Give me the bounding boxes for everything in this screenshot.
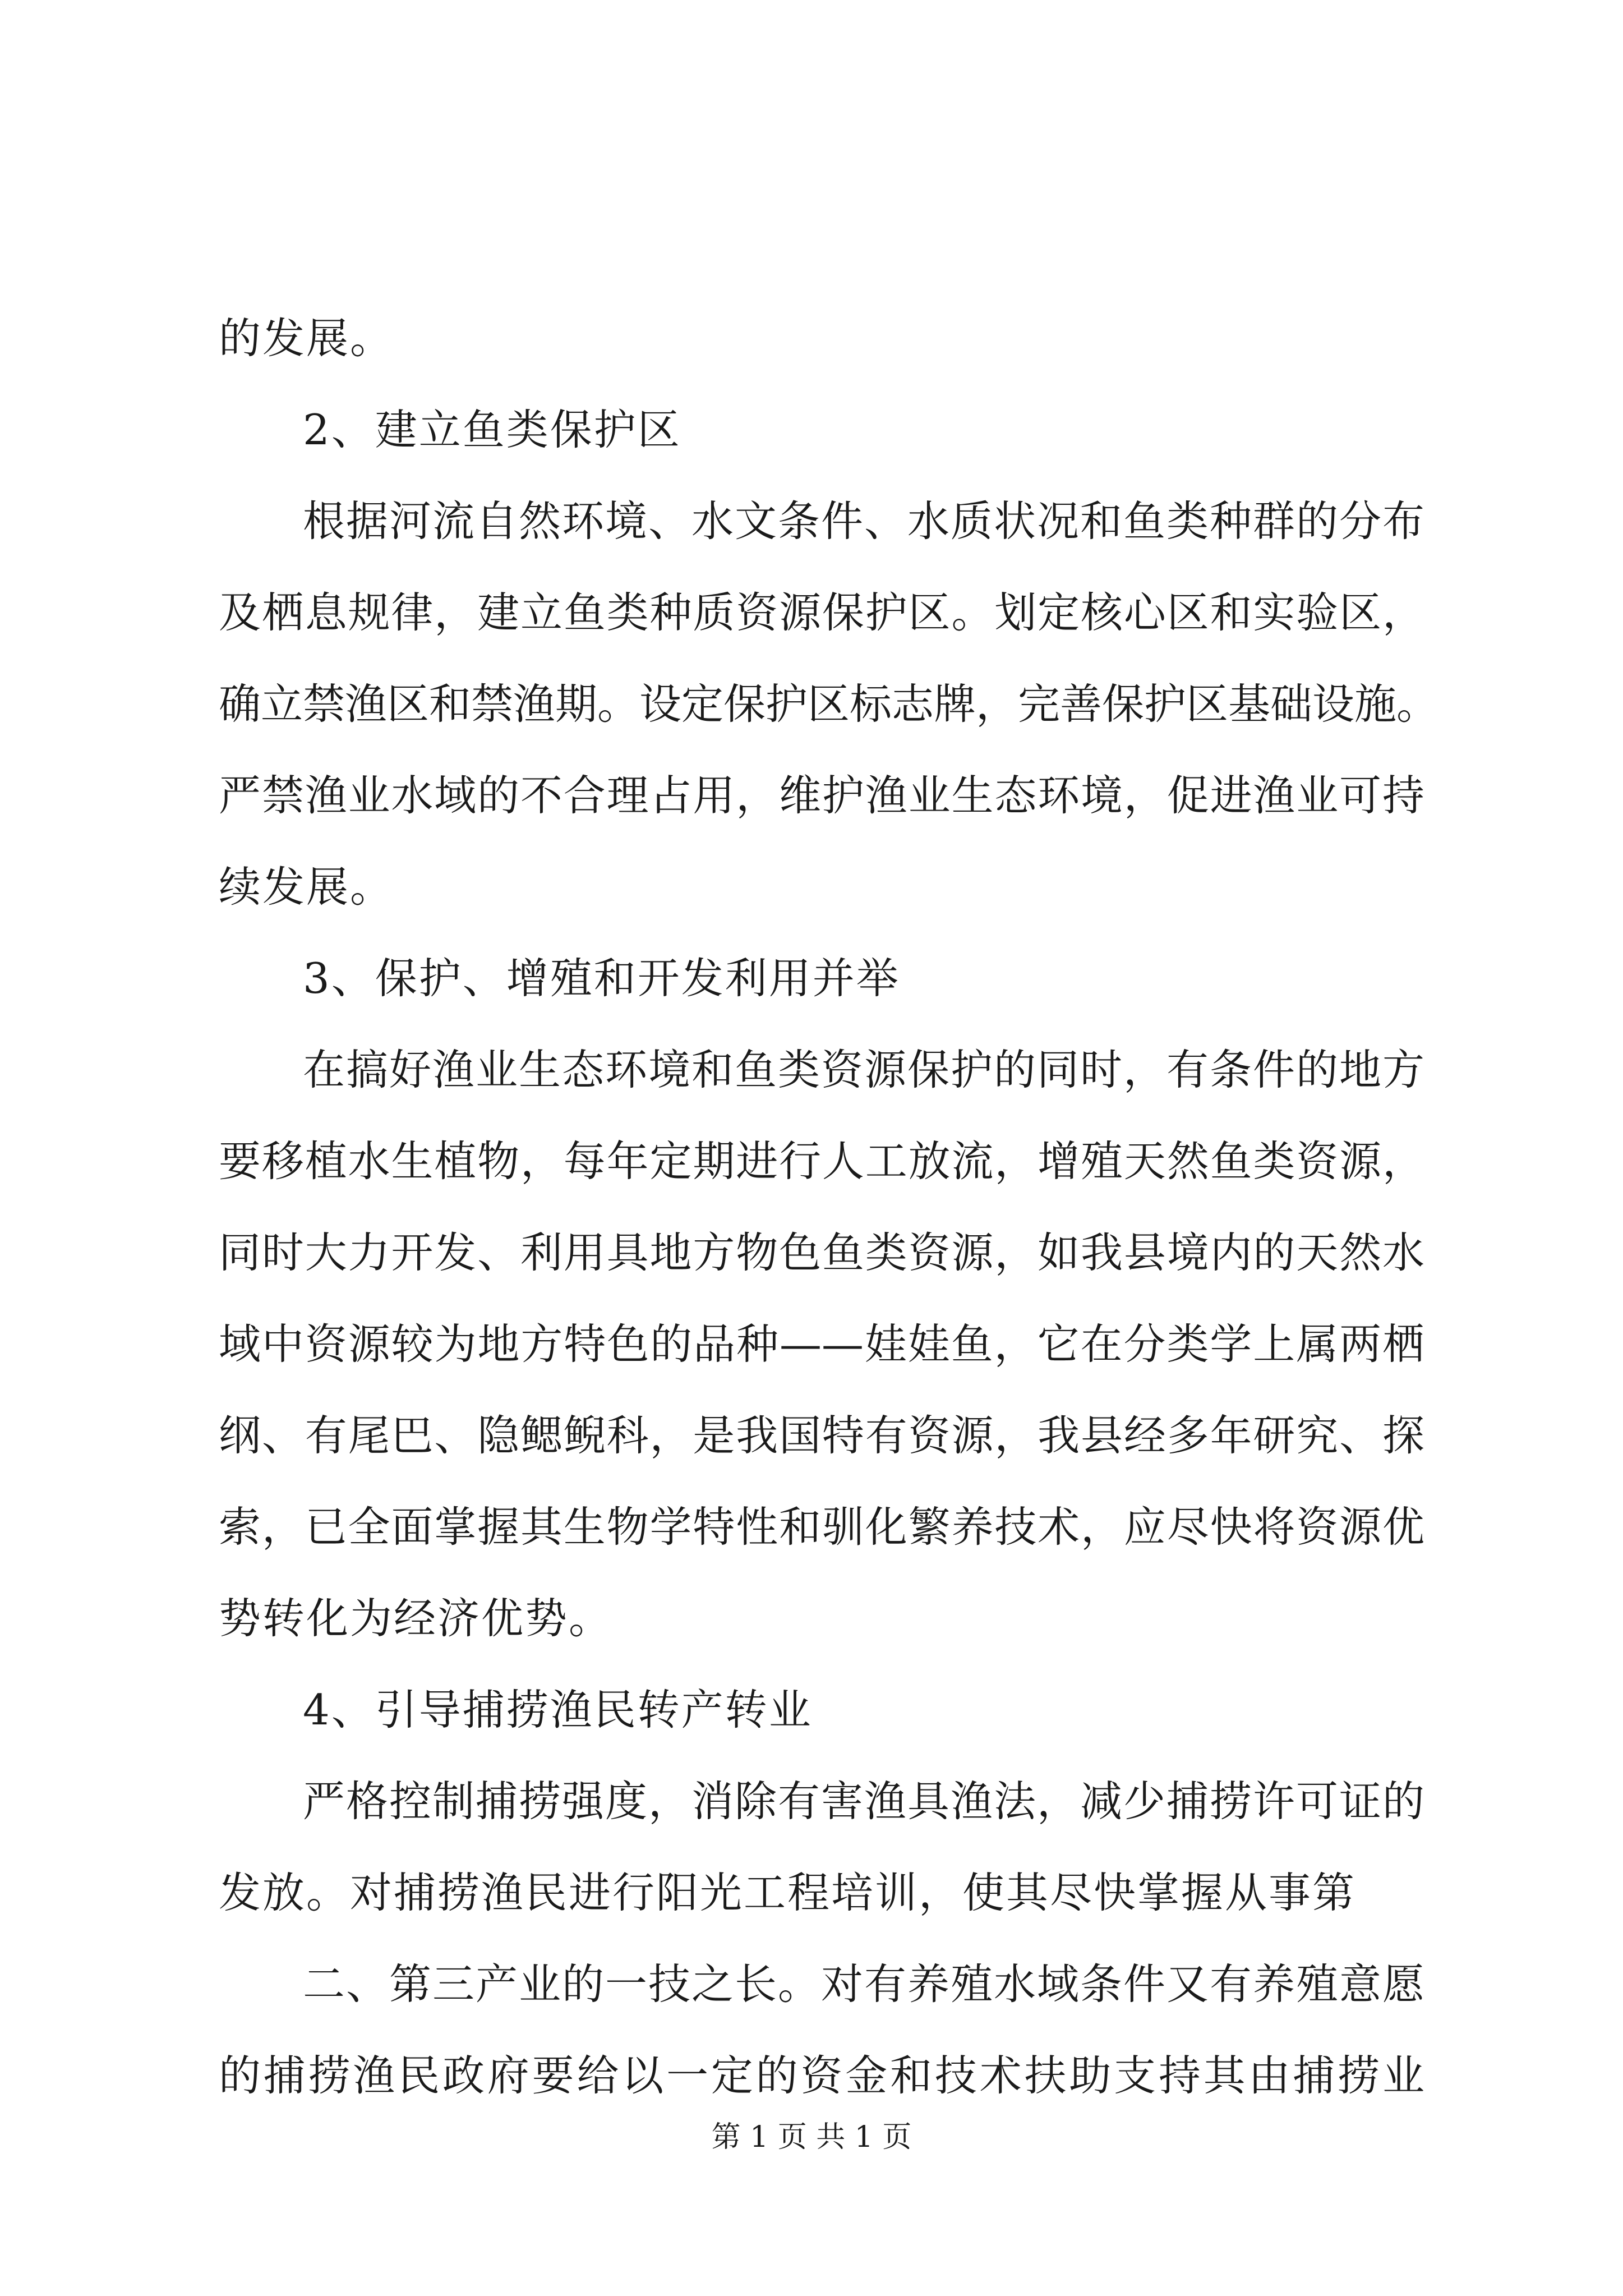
text-line: 续发展。 xyxy=(219,862,394,912)
text-line: 在搞好渔业生态环境和鱼类资源保护的同时，有条件的地方 xyxy=(303,1045,1424,1094)
text-line: 及栖息规律，建立鱼类种质资源保护区。划定核心区和实验区， xyxy=(219,588,1424,637)
text-line: 二、第三产业的一技之长。对有养殖水域条件又有养殖意愿 xyxy=(303,1959,1424,2009)
section-heading-2: 2、建立鱼类保护区 xyxy=(303,405,681,454)
text-line: 根据河流自然环境、水文条件、水质状况和鱼类种群的分布 xyxy=(303,496,1424,546)
page-footer: 第 1 页 共 1 页 xyxy=(711,2120,912,2154)
text-line: 索，已全面掌握其生物学特性和驯化繁养技术，应尽快将资源优 xyxy=(219,1502,1424,1552)
text-line: 纲、有尾巴、隐鳃鲵科，是我国特有资源，我县经多年研究、探 xyxy=(219,1411,1424,1460)
text-line: 同时大力开发、利用具地方物色鱼类资源，如我县境内的天然水 xyxy=(219,1228,1424,1277)
text-line: 确立禁渔区和禁渔期。设定保护区标志牌，完善保护区基础设施。 xyxy=(219,679,1439,729)
section-heading-3: 3、保护、增殖和开发利用并举 xyxy=(303,954,900,1003)
section-heading-4: 4、引导捕捞渔民转产转业 xyxy=(303,1685,813,1734)
text-line: 的捕捞渔民政府要给以一定的资金和技术扶助支持其由捕捞业 xyxy=(219,2051,1424,2100)
text-line: 域中资源较为地方特色的品种——娃娃鱼，它在分类学上属两栖 xyxy=(219,1319,1424,1369)
text-line: 严格控制捕捞强度，消除有害渔具渔法，减少捕捞许可证的 xyxy=(303,1777,1424,1826)
text-line: 严禁渔业水域的不合理占用，维护渔业生态环境，促进渔业可持 xyxy=(219,771,1424,820)
text-line: 的发展。 xyxy=(219,314,394,363)
text-line: 发放。对捕捞渔民进行阳光工程培训，使其尽快掌握从事第 xyxy=(219,1868,1357,1917)
text-line: 势转化为经济优势。 xyxy=(219,1594,613,1643)
text-line: 要移植水生植物，每年定期进行人工放流，增殖天然鱼类资源， xyxy=(219,1137,1424,1186)
